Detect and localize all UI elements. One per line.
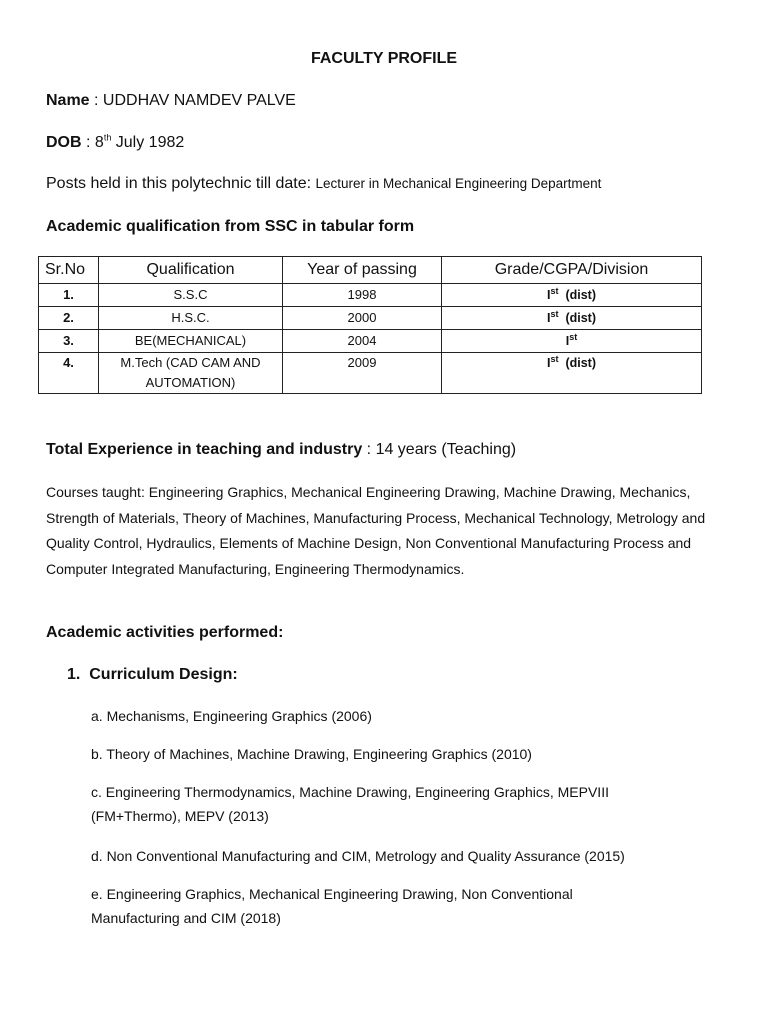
- curriculum-item-d: d. Non Conventional Manufacturing and CIM, Metrology and Quality Assurance (2015): [91, 848, 625, 864]
- experience-sep: :: [362, 441, 376, 458]
- posts-value: Lecturer in Mechanical Engineering Department: [315, 176, 602, 191]
- row-sr: 3.: [39, 330, 99, 353]
- curriculum-item-e: e. Engineering Graphics, Mechanical Engineering Drawing, Non Conventional Manufacturing and CIM (2018): [91, 886, 573, 926]
- posts-label: Posts held in this polytechnic till date:: [46, 175, 316, 192]
- table-row: [39, 284, 702, 307]
- dob-day-suffix: th: [103, 132, 112, 143]
- row-sr: 2.: [39, 307, 99, 330]
- name-label: Name: [46, 92, 90, 109]
- row-qualification: S.S.C: [99, 284, 283, 307]
- grade-extra: (dist): [558, 311, 596, 325]
- header-qualification: Qualification: [99, 257, 283, 284]
- header-year: Year of passing: [283, 257, 442, 284]
- curriculum-item-a: a. Mechanisms, Engineering Graphics (2006): [91, 708, 372, 724]
- grade-sup: st: [550, 308, 559, 319]
- curriculum-item-c: c. Engineering Thermodynamics, Machine Drawing, Engineering Graphics, MEPVIII (FM+Thermo), MEPV (2013): [91, 784, 609, 824]
- row-grade: [442, 330, 702, 353]
- row-year: 2009: [283, 353, 442, 394]
- qualification-table: [38, 256, 702, 394]
- grade-sup: st: [569, 331, 578, 342]
- table-row: [39, 330, 702, 353]
- experience-line: [46, 441, 516, 459]
- row-sr: 1.: [39, 284, 99, 307]
- row-qualification: H.S.C.: [99, 307, 283, 330]
- activities-heading: Academic activities performed:: [46, 624, 284, 641]
- grade-sup: st: [550, 285, 559, 296]
- row-grade: [442, 353, 702, 394]
- dob-rest: July 1982: [111, 134, 185, 151]
- grade-value: I: [547, 311, 551, 325]
- row-year: 1998: [283, 284, 442, 307]
- grade-extra: (dist): [558, 288, 596, 302]
- name-line: [46, 92, 296, 110]
- grade-sup: st: [550, 353, 559, 364]
- grade-value: I: [547, 356, 551, 370]
- row-qualification: M.Tech (CAD CAM AND AUTOMATION): [99, 353, 283, 394]
- row-year: 2000: [283, 307, 442, 330]
- row-sr: 4.: [39, 353, 99, 394]
- table-row: [39, 307, 702, 330]
- header-srno: Sr.No: [39, 257, 99, 284]
- experience-label: Total Experience in teaching and industry: [46, 441, 363, 458]
- table-header-row: [39, 257, 702, 284]
- row-grade: [442, 284, 702, 307]
- dob-day: 8: [94, 134, 104, 151]
- dob-sep: :: [81, 134, 95, 151]
- name-sep: :: [89, 92, 103, 109]
- page-title: FACULTY PROFILE: [310, 50, 458, 67]
- name-value: UDDHAV NAMDEV PALVE: [102, 92, 296, 109]
- grade-value: I: [565, 334, 570, 348]
- header-grade: Grade/CGPA/Division: [442, 257, 702, 284]
- grade-value: I: [547, 288, 551, 302]
- row-grade: [442, 307, 702, 330]
- grade-extra: (dist): [558, 356, 596, 370]
- posts-line: [46, 175, 601, 193]
- row-qualification: BE(MECHANICAL): [99, 330, 283, 353]
- dob-label: DOB: [46, 134, 82, 151]
- experience-value: 14 years (Teaching): [375, 441, 517, 458]
- academic-heading: Academic qualification from SSC in tabular form: [46, 218, 415, 235]
- courses-paragraph: Courses taught: Engineering Graphics, Mechanical Engineering Drawing, Machine Drawing, Mechanics, Strength of Materials, Theory of Machines, Manufacturing Process, Mechanical Technology, Metrology and Quality Control, Hydraulics, Elements of Machine Design, Non Conventional Manufacturing Process and Computer Integrated Manufacturing, Engineering Thermodynamics.: [46, 484, 706, 577]
- table-row: [39, 353, 702, 394]
- dob-line: [46, 134, 184, 152]
- curriculum-item-b: b. Theory of Machines, Machine Drawing, Engineering Graphics (2010): [91, 746, 532, 762]
- row-year: 2004: [283, 330, 442, 353]
- curriculum-heading: 1. Curriculum Design:: [67, 666, 238, 683]
